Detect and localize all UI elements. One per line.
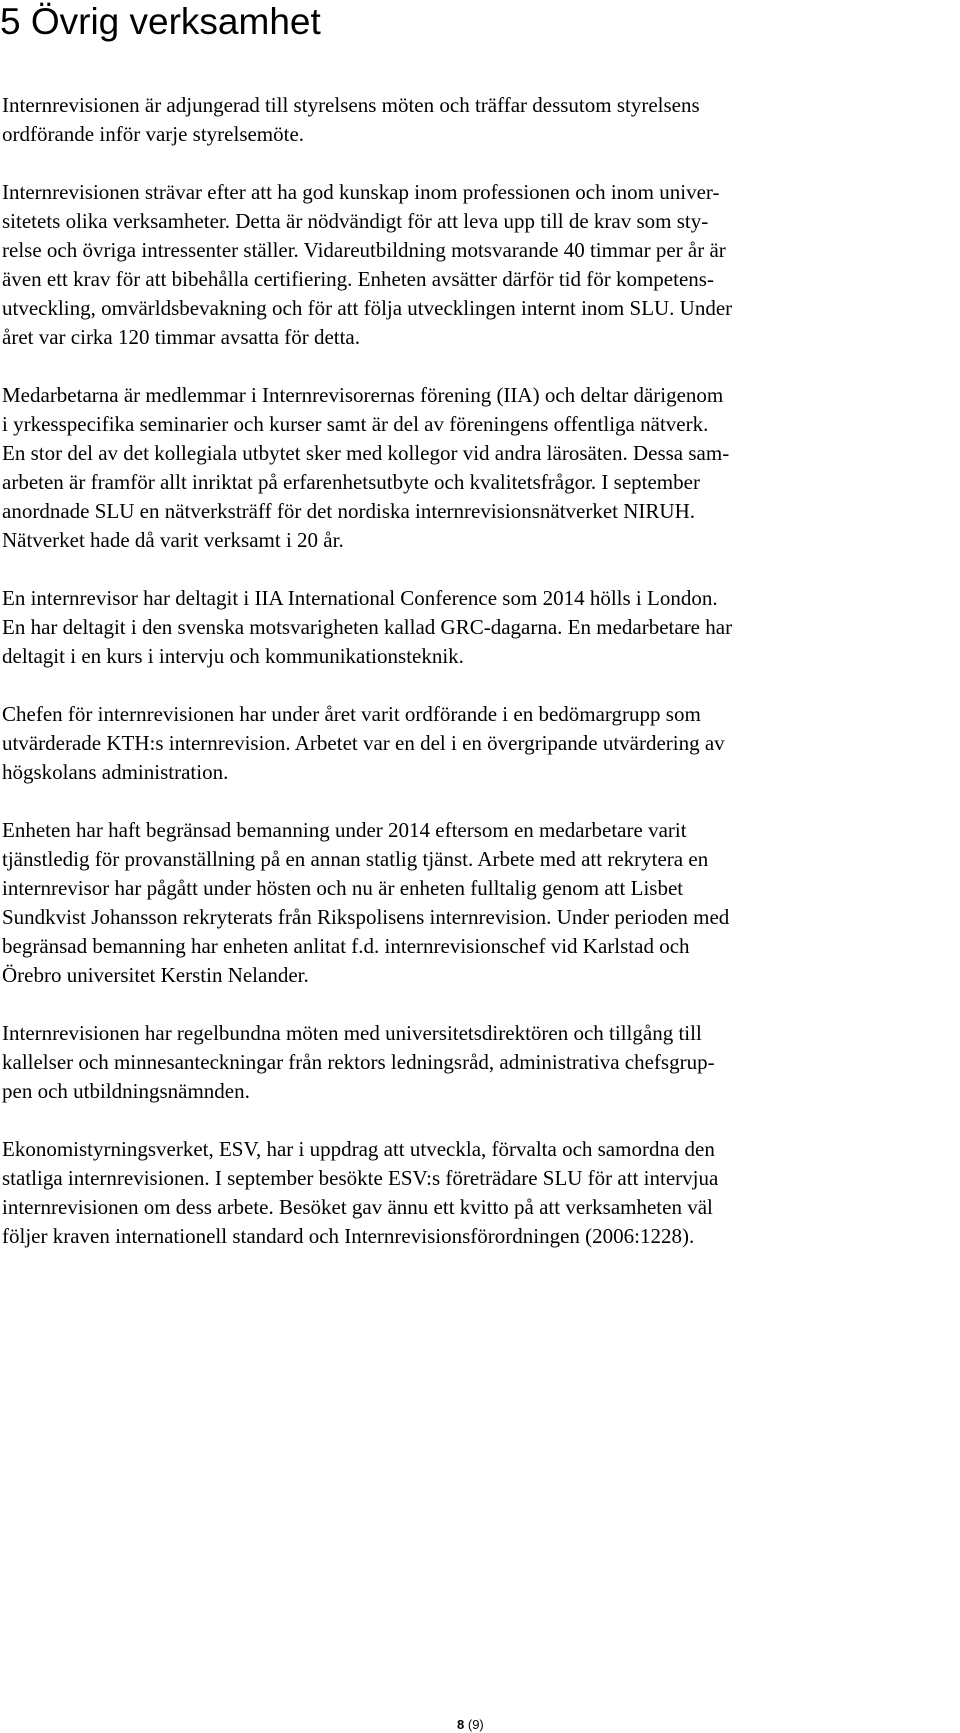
text-line: Chefen för internrevisionen har under året varit ordförande i en bedömargrupp som (2, 702, 701, 726)
paragraph (2, 178, 958, 352)
text-line: Internrevisionen är adjungerad till styrelsens möten och träffar dessutom styrelsens (2, 93, 700, 117)
text-line: internrevisionen om dess arbete. Besöket gav ännu ett kvitto på att verksamheten väl (2, 1195, 713, 1219)
text-line: sitetets olika verksamheter. Detta är nödvändigt för att leva upp till de krav som sty- (2, 209, 709, 233)
text-line: högskolans administration. (2, 760, 229, 784)
text-line: arbeten är framför allt inriktat på erfarenhetsutbyte och kvalitetsfrågor. I september (2, 470, 700, 494)
text-line: relse och övriga intressenter ställer. Vidareutbildning motsvarande 40 timmar per år är (2, 238, 726, 262)
text-line: Internrevisionen har regelbundna möten med universitetsdirektören och tillgång till (2, 1021, 702, 1045)
section-heading: 5 Övrig verksamhet (0, 1, 321, 42)
text-line: En stor del av det kollegiala utbytet sker med kollegor vid andra lärosäten. Dessa sam- (2, 441, 730, 465)
paragraph (2, 381, 958, 555)
text-line: internrevisor har pågått under hösten och nu är enheten fulltalig genom att Lisbet (2, 876, 684, 900)
page-number: 8 (457, 1717, 465, 1732)
text-line: deltagit i en kurs i intervju och kommunikationsteknik. (2, 644, 464, 668)
text-line: Ekonomistyrningsverket, ESV, har i uppdrag att utveckla, förvalta och samordna den (2, 1137, 715, 1161)
document-body (2, 91, 958, 1280)
text-line: kallelser och minnesanteckningar från rektors ledningsråd, administrativa chefsgrup- (2, 1050, 715, 1074)
text-line: Nätverket hade då varit verksamt i 20 år. (2, 528, 344, 552)
text-line: En har deltagit i den svenska motsvarigheten kallad GRC-dagarna. En medarbetare har (2, 615, 733, 639)
text-line: anordnade SLU en nätverksträff för det nordiska internrevisionsnätverket NIRUH. (2, 499, 695, 523)
page-total: (9) (467, 1717, 484, 1732)
page-footer (457, 1717, 484, 1733)
paragraph (2, 700, 958, 787)
text-line: Medarbetarna är medlemmar i Internrevisorernas förening (IIA) och deltar därigenom (2, 383, 724, 407)
text-line: följer kraven internationell standard och Internrevisionsförordningen (2006:1228). (2, 1224, 695, 1248)
text-line: begränsad bemanning har enheten anlitat f.d. internrevisionschef vid Karlstad och (2, 934, 690, 958)
text-line: tjänstledig för provanställning på en annan statlig tjänst. Arbete med att rekrytera en (2, 847, 709, 871)
text-line: Örebro universitet Kerstin Nelander. (2, 963, 309, 987)
paragraph (2, 584, 958, 671)
text-line: utvärderade KTH:s internrevision. Arbetet var en del i en övergripande utvärdering av (2, 731, 725, 755)
text-line: pen och utbildningsnämnden. (2, 1079, 250, 1103)
paragraph (2, 1135, 958, 1251)
text-line: året var cirka 120 timmar avsatta för detta. (2, 325, 361, 349)
text-line: i yrkesspecifika seminarier och kurser samt är del av föreningens offentliga nätverk. (2, 412, 709, 436)
paragraph (2, 816, 958, 990)
text-line: Enheten har haft begränsad bemanning under 2014 eftersom en medarbetare varit (2, 818, 687, 842)
text-line: Sundkvist Johansson rekryterats från Rikspolisens internrevision. Under perioden med (2, 905, 730, 929)
text-line: Internrevisionen strävar efter att ha god kunskap inom professionen och inom univer- (2, 180, 720, 204)
text-line: En internrevisor har deltagit i IIA International Conference som 2014 hölls i London. (2, 586, 718, 610)
paragraph (2, 1019, 958, 1106)
text-line: ordförande inför varje styrelsemöte. (2, 122, 305, 146)
text-line: statliga internrevisionen. I september besökte ESV:s företrädare SLU för att intervjua (2, 1166, 719, 1190)
text-line: även ett krav för att bibehålla certifiering. Enheten avsätter därför tid för kompetens- (2, 267, 714, 291)
paragraph (2, 91, 958, 149)
text-line: utveckling, omvärldsbevakning och för att följa utvecklingen internt inom SLU. Under (2, 296, 733, 320)
